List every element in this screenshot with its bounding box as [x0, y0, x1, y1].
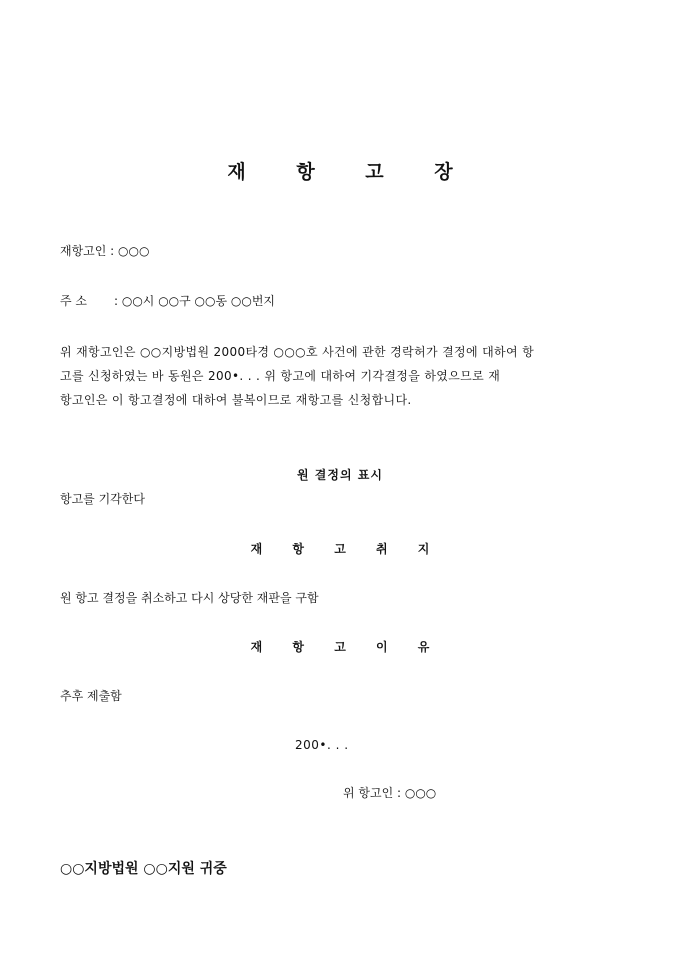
original-decision-heading: 원 결정의 표시 — [297, 468, 383, 482]
applicant-line: 재항고인 : ○○○ — [60, 244, 150, 258]
body-line: 고를 신청하였는 바 동원은 200•. . . 위 항고에 대하여 기각결정을 하였으므로 재 — [60, 369, 501, 383]
address-label: 주 소 — [60, 294, 87, 308]
reason-heading: 재 항 고 이 유 — [250, 640, 443, 654]
petition-body — [60, 340, 620, 412]
court-addressee: ○○지방법원 ○○지원 귀중 — [60, 861, 227, 877]
body-line: 위 재항고인은 ○○지방법원 2000타경 ○○○호 사건에 관한 경락허가 결정에 대하여 항 — [60, 345, 535, 359]
address-value: : ○○시 ○○구 ○○동 ○○번지 — [114, 294, 276, 308]
address-line — [60, 292, 275, 309]
body-line: 항고인은 이 항고결정에 대하여 불복이므로 재항고를 신청합니다. — [60, 393, 412, 407]
document-title: 재 항 고 장 — [227, 161, 475, 183]
reason-text: 추후 제출함 — [60, 689, 122, 703]
purpose-heading: 재 항 고 취 지 — [250, 542, 443, 556]
signer-line: 위 항고인 : ○○○ — [343, 786, 437, 800]
original-decision-text: 항고를 기각한다 — [60, 492, 145, 506]
purpose-text: 원 항고 결정을 취소하고 다시 상당한 재판을 구함 — [60, 591, 319, 605]
filing-date: 200•. . . — [295, 738, 349, 752]
